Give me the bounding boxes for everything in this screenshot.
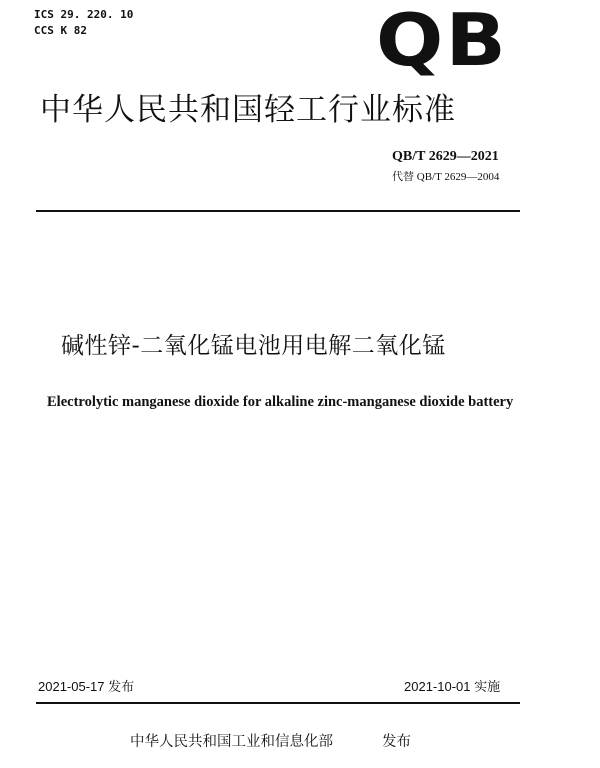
standard-number: QB/T 2629—2021	[392, 149, 499, 164]
issue-date: 2021-05-17 发布	[38, 679, 135, 694]
publish-label: 发布	[382, 734, 411, 750]
qb-logo: QB	[376, 0, 509, 82]
publisher: 中华人民共和国工业和信息化部	[130, 734, 333, 750]
document-title-chinese: 碱性锌-二氧化锰电池用电解二氧化锰	[61, 333, 446, 359]
ics-code: ICS 29. 220. 10	[34, 8, 134, 21]
industry-standard-title: 中华人民共和国轻工行业标准	[40, 92, 456, 128]
bottom-divider	[36, 702, 520, 704]
ccs-code: CCS K 82	[34, 24, 87, 37]
replaces-standard: 代替 QB/T 2629—2004	[392, 171, 500, 183]
document-title-english: Electrolytic manganese dioxide for alkaline zinc-manganese dioxide battery	[47, 394, 514, 410]
implementation-date: 2021-10-01 实施	[404, 679, 501, 694]
top-divider	[36, 210, 520, 212]
